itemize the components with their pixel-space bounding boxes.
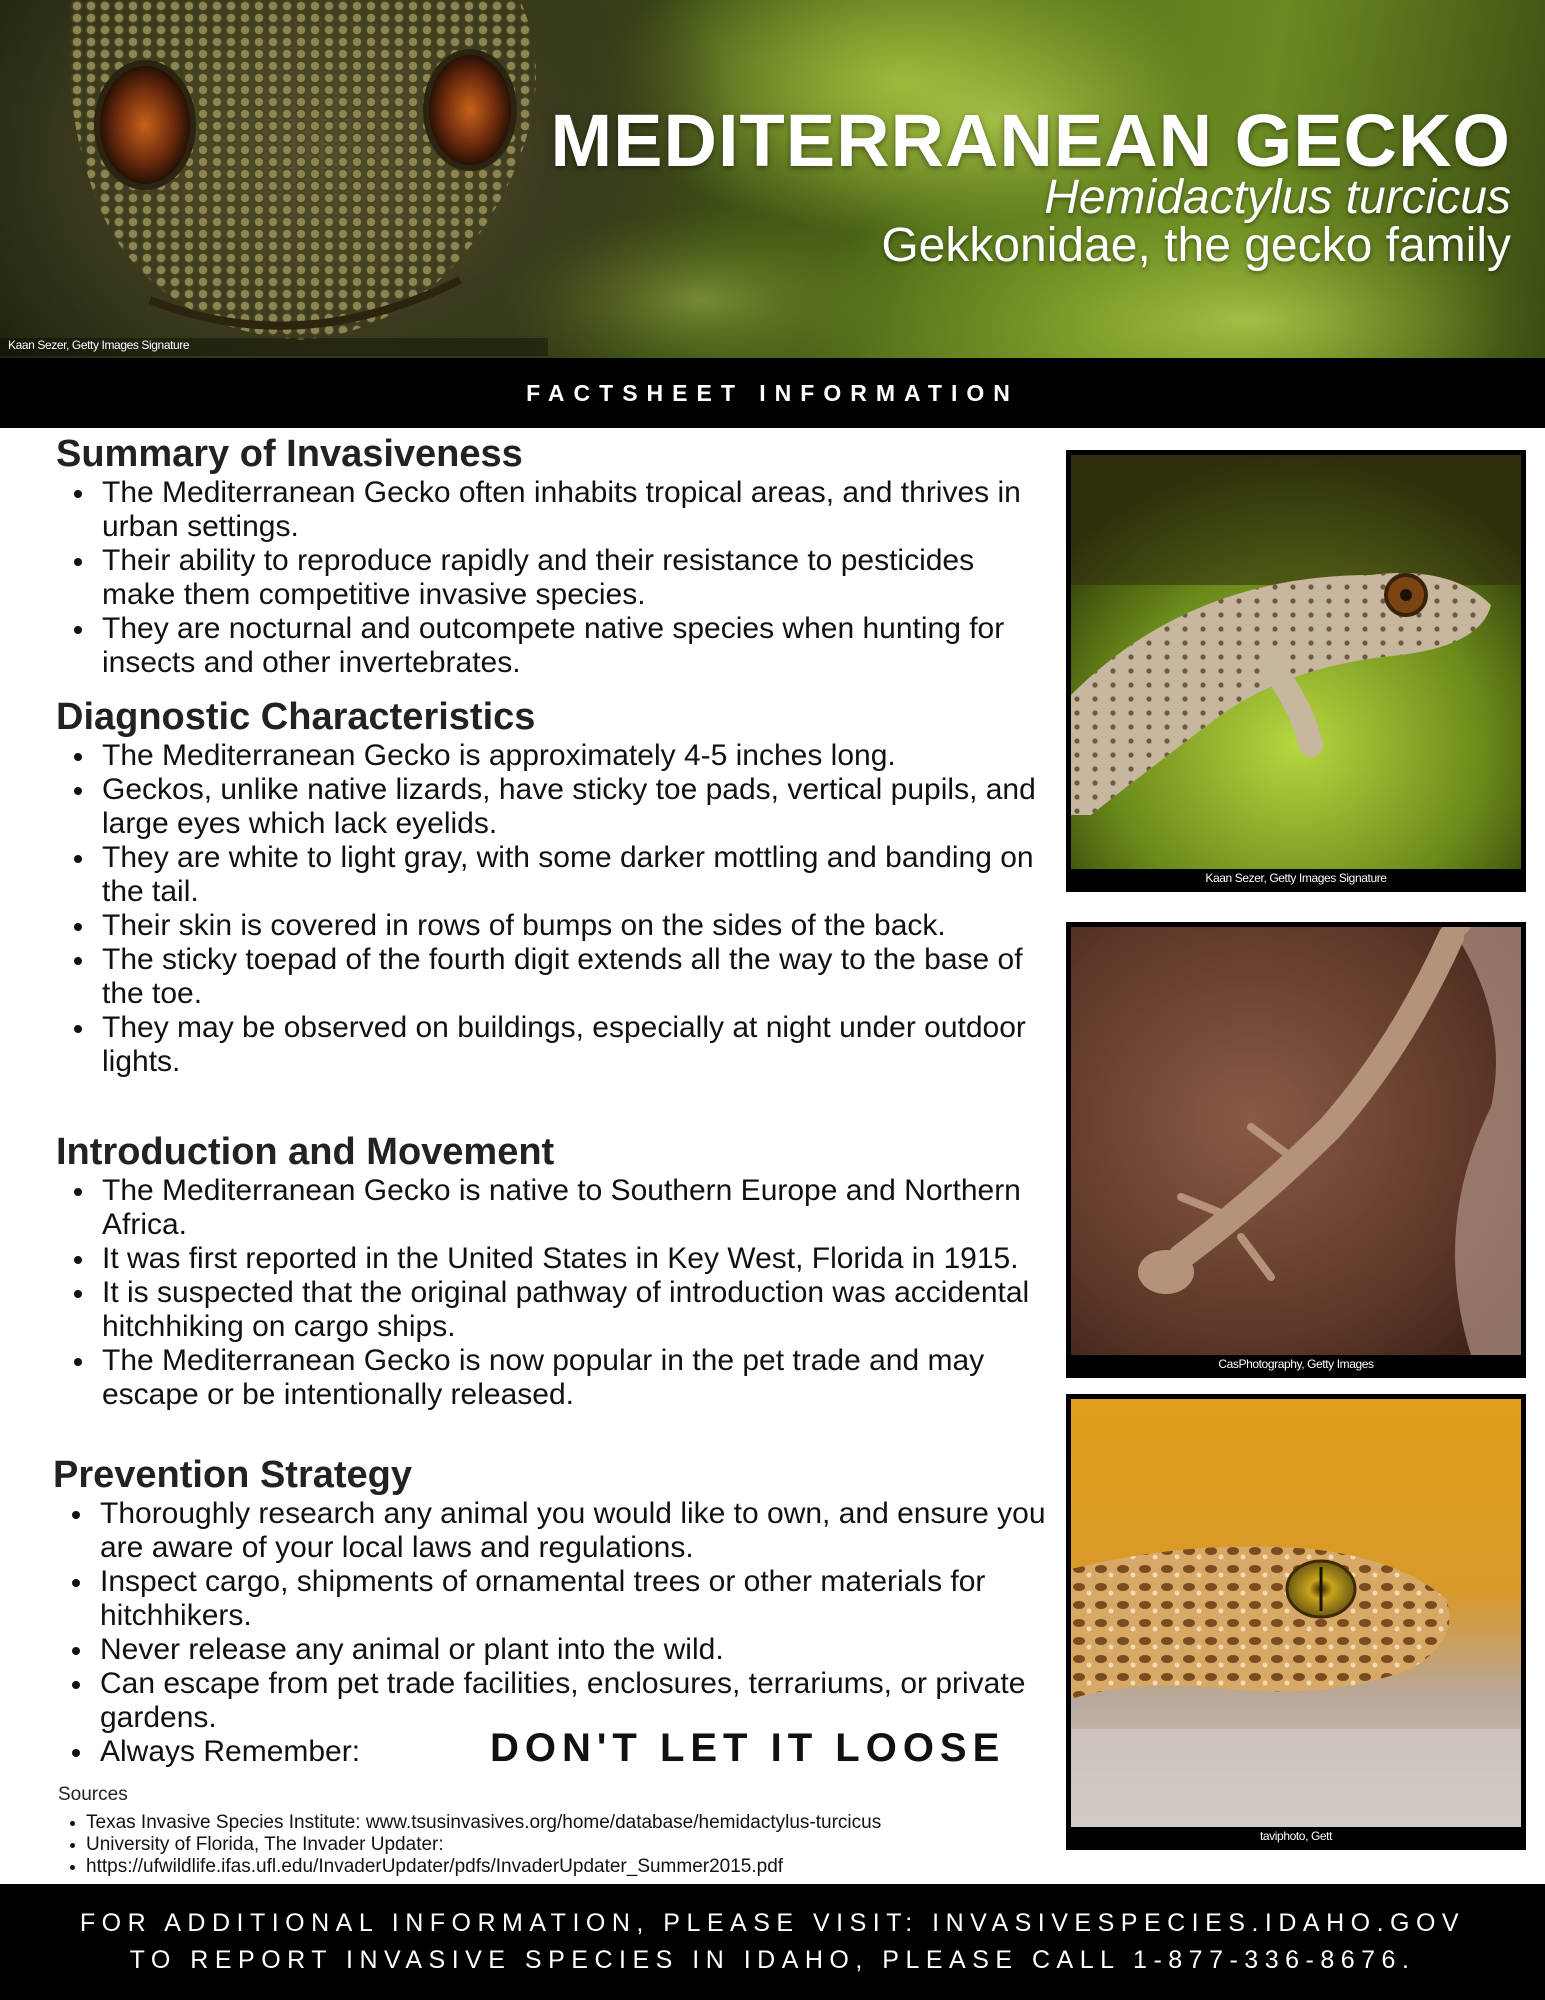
sources-section: [58, 1784, 1058, 1878]
footer: [0, 1884, 1545, 2000]
always-remember-label: Always Remember:: [100, 1735, 361, 1768]
page-title: MEDITERRANEAN GECKO: [550, 99, 1511, 182]
list-item: Their skin is covered in rows of bumps on the sides of the back.: [102, 909, 1046, 943]
factsheet-banner: [0, 358, 1545, 428]
photo-credit: taviphoto, Gett: [1071, 1827, 1521, 1845]
introduction-list: [56, 1174, 1046, 1412]
always-remember-item: [100, 1726, 1046, 1770]
scientific-name: Hemidactylus turcicus: [1044, 171, 1511, 224]
photo-credit: CasPhotography, Getty Images: [1071, 1355, 1521, 1373]
introduction-section: [56, 1130, 1046, 1412]
family-name: Gekkonidae, the gecko family: [881, 219, 1511, 272]
list-item: Can escape from pet trade facilities, enclosures, terrariums, or private gardens.: [100, 1667, 1046, 1735]
footer-info-line: FOR ADDITIONAL INFORMATION, PLEASE VISIT: INVASIVESPECIES.IDAHO.GOV: [79, 1909, 1466, 1937]
hero-photo-credit: Kaan Sezer, Getty Images Signature: [8, 338, 190, 352]
list-item: The Mediterranean Gecko is now popular in the pet trade and may escape or be intentionally released.: [102, 1344, 1046, 1412]
diagnostic-list: [56, 739, 1046, 1079]
sources-title: Sources: [58, 1784, 128, 1805]
diagnostic-section: [56, 695, 1046, 1079]
factsheet-label: FACTSHEET INFORMATION: [526, 379, 1019, 406]
list-item: The Mediterranean Gecko is approximately 4-5 inches long.: [102, 739, 1046, 773]
list-item: They are nocturnal and outcompete native species when hunting for insects and other invertebrates.: [102, 612, 1046, 680]
list-item: Never release any animal or plant into the wild.: [100, 1633, 1046, 1667]
source-item: University of Florida, The Invader Updater:: [86, 1834, 1058, 1856]
list-item: It is suspected that the original pathway of introduction was accidental hitchhiking on cargo ships.: [102, 1276, 1046, 1344]
gecko-closeup-photo: [1066, 1394, 1526, 1850]
prevention-section: [53, 1453, 1046, 1770]
footer-report-line: TO REPORT INVASIVE SPECIES IN IDAHO, PLEASE CALL 1-877-336-8676.: [129, 1946, 1416, 1974]
list-item: Their ability to reproduce rapidly and their resistance to pesticides make them competitive invasive species.: [102, 544, 1046, 612]
summary-heading: Summary of Invasiveness: [56, 433, 523, 475]
list-item: They may be observed on buildings, especially at night under outdoor lights.: [102, 1011, 1046, 1079]
diagnostic-heading: Diagnostic Characteristics: [56, 696, 536, 738]
list-item: It was first reported in the United States in Key West, Florida in 1915.: [102, 1242, 1046, 1276]
summary-section: [56, 432, 1046, 680]
gecko-closeup-image: [1071, 1399, 1521, 1827]
list-item: The sticky toepad of the fourth digit extends all the way to the base of the toe.: [102, 943, 1046, 1011]
slogan: DON'T LET IT LOOSE: [490, 1726, 1006, 1770]
source-item-url: https://ufwildlife.ifas.ufl.edu/InvaderUpdater/pdfs/InvaderUpdater_Summer2015.pdf: [86, 1856, 1058, 1878]
list-item: The Mediterranean Gecko often inhabits tropical areas, and thrives in urban settings.: [102, 476, 1046, 544]
list-item: Inspect cargo, shipments of ornamental trees or other materials for hitchhikers.: [100, 1565, 1046, 1633]
gecko-on-moss-photo: [1066, 450, 1526, 892]
summary-list: [56, 476, 1046, 680]
source-item: Texas Invasive Species Institute: www.tsusinvasives.org/home/database/hemidactylus-turcicus: [86, 1812, 1058, 1834]
gecko-on-moss-image: [1071, 455, 1521, 869]
sources-list: [58, 1812, 1058, 1878]
hero-banner: [0, 0, 1545, 358]
photo-credit: Kaan Sezer, Getty Images Signature: [1071, 869, 1521, 887]
prevention-list: [56, 1497, 1046, 1769]
list-item: The Mediterranean Gecko is native to Southern Europe and Northern Africa.: [102, 1174, 1046, 1242]
introduction-heading: Introduction and Movement: [56, 1131, 555, 1173]
gecko-on-wall-photo: [1066, 922, 1526, 1378]
list-item: Thoroughly research any animal you would like to own, and ensure you are aware of your local laws and regulations.: [100, 1497, 1046, 1564]
prevention-heading: Prevention Strategy: [53, 1454, 412, 1496]
list-item: They are white to light gray, with some darker mottling and banding on the tail.: [102, 841, 1046, 909]
list-item: Geckos, unlike native lizards, have sticky toe pads, vertical pupils, and large eyes which lack eyelids.: [102, 773, 1046, 841]
gecko-on-wall-image: [1071, 927, 1521, 1355]
